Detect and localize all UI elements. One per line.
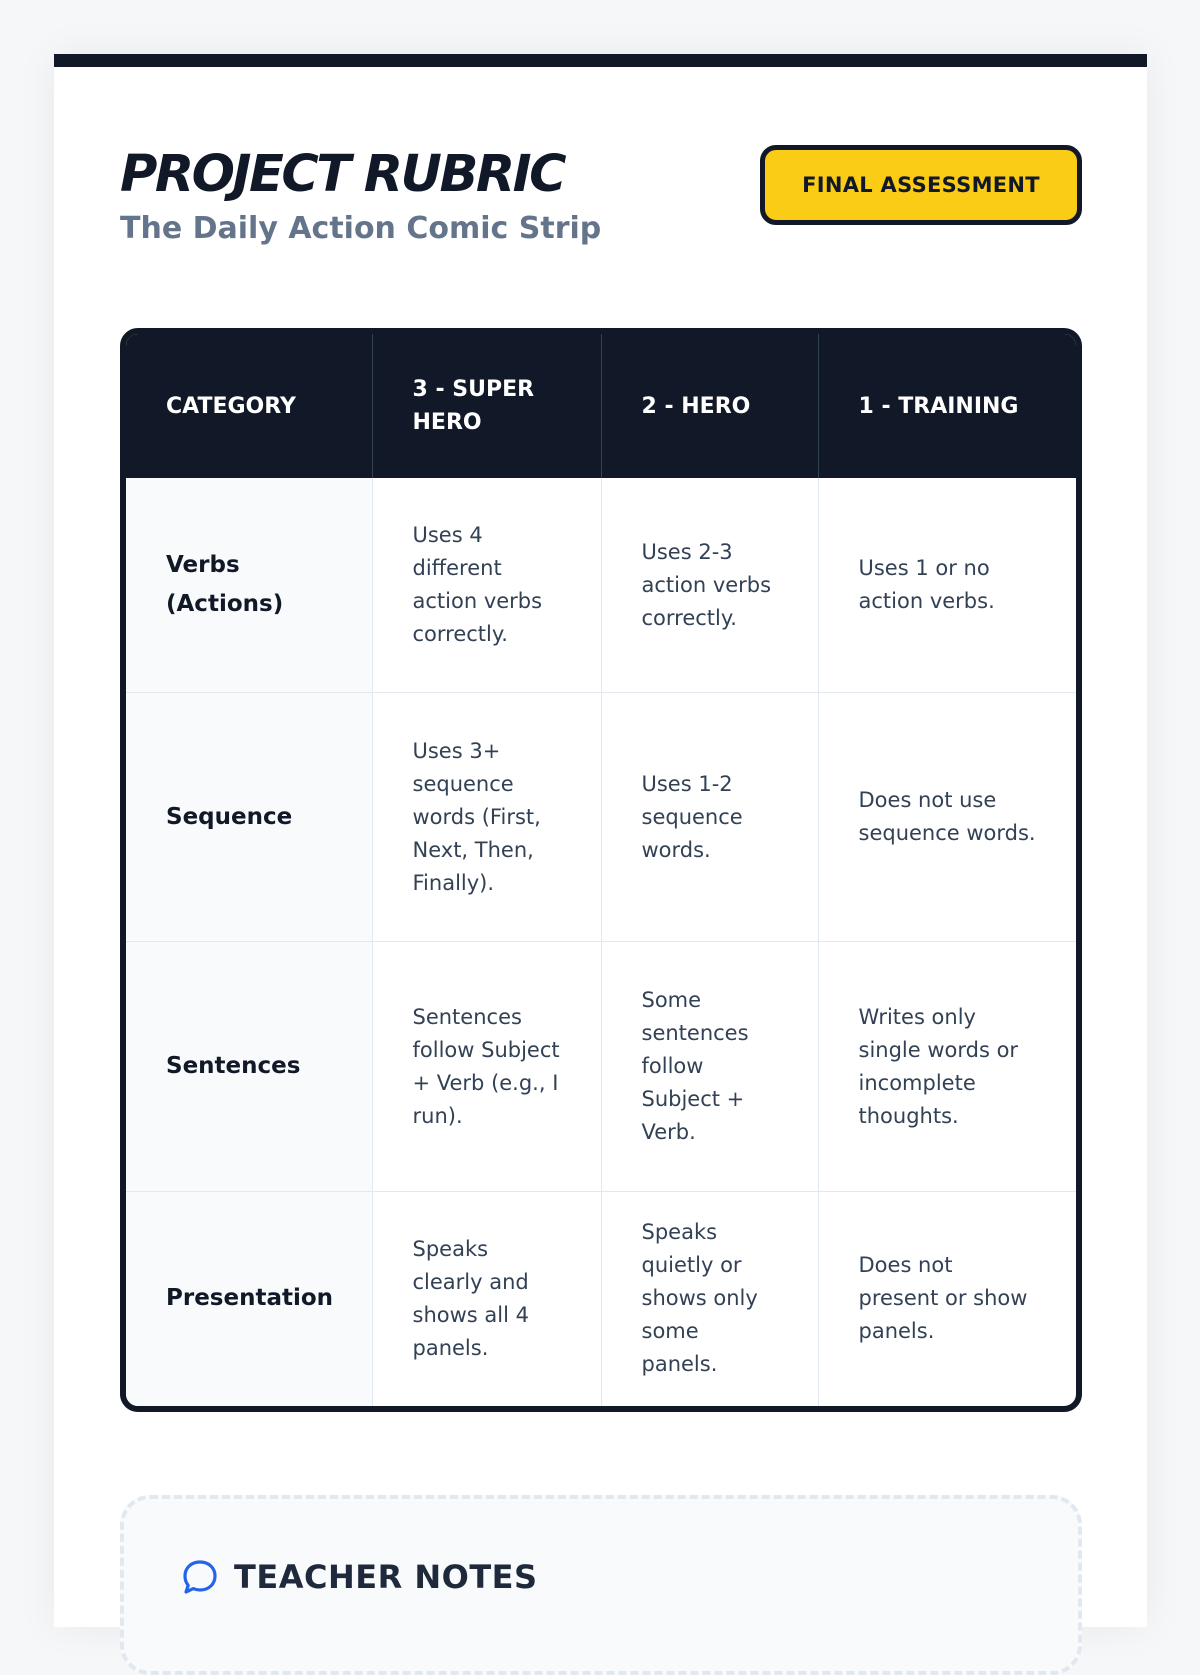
training-cell: Does not present or show panels. — [818, 1191, 1076, 1406]
hero-cell: Uses 2-3 action verbs correctly. — [601, 478, 818, 693]
column-header-training: 1 - TRAINING — [818, 334, 1076, 478]
super-hero-cell: Sentences follow Subject + Verb (e.g., I run). — [372, 942, 601, 1191]
table-row — [126, 942, 1076, 1191]
page-subtitle: The Daily Action Comic Strip — [120, 211, 602, 246]
column-header-category: CATEGORY — [126, 334, 372, 478]
chat-bubble-icon — [180, 1557, 220, 1597]
super-hero-cell: Uses 4 different action verbs correctly. — [372, 478, 601, 693]
page-title: PROJECT RUBRIC — [120, 145, 565, 204]
table-row — [126, 478, 1076, 693]
training-cell: Writes only single words or incomplete thoughts. — [818, 942, 1076, 1191]
super-hero-cell: Uses 3+ sequence words (First, Next, Then, Finally). — [372, 693, 601, 942]
training-cell: Does not use sequence words. — [818, 693, 1076, 942]
teacher-notes-title: TEACHER NOTES — [234, 1558, 538, 1596]
rubric-page — [54, 54, 1147, 1627]
column-header-super-hero: 3 - SUPER HERO — [372, 334, 601, 478]
training-cell: Uses 1 or no action verbs. — [818, 478, 1076, 693]
teacher-notes-box — [120, 1495, 1082, 1675]
hero-cell: Speaks quietly or shows only some panels. — [601, 1191, 818, 1406]
final-assessment-badge: FINAL ASSESSMENT — [760, 145, 1082, 225]
teacher-notes-heading — [180, 1557, 538, 1597]
table-header-row — [126, 334, 1076, 478]
column-header-hero: 2 - HERO — [601, 334, 818, 478]
category-cell: Sentences — [126, 942, 372, 1191]
hero-cell: Uses 1-2 sequence words. — [601, 693, 818, 942]
table-row — [126, 693, 1076, 942]
super-hero-cell: Speaks clearly and shows all 4 panels. — [372, 1191, 601, 1406]
category-cell: Presentation — [126, 1191, 372, 1406]
hero-cell: Some sentences follow Subject + Verb. — [601, 942, 818, 1191]
rubric-table — [120, 328, 1082, 1412]
page-header — [120, 145, 1082, 255]
table-row — [126, 1191, 1076, 1406]
category-cell: Sequence — [126, 693, 372, 942]
category-cell: Verbs (Actions) — [126, 478, 372, 693]
